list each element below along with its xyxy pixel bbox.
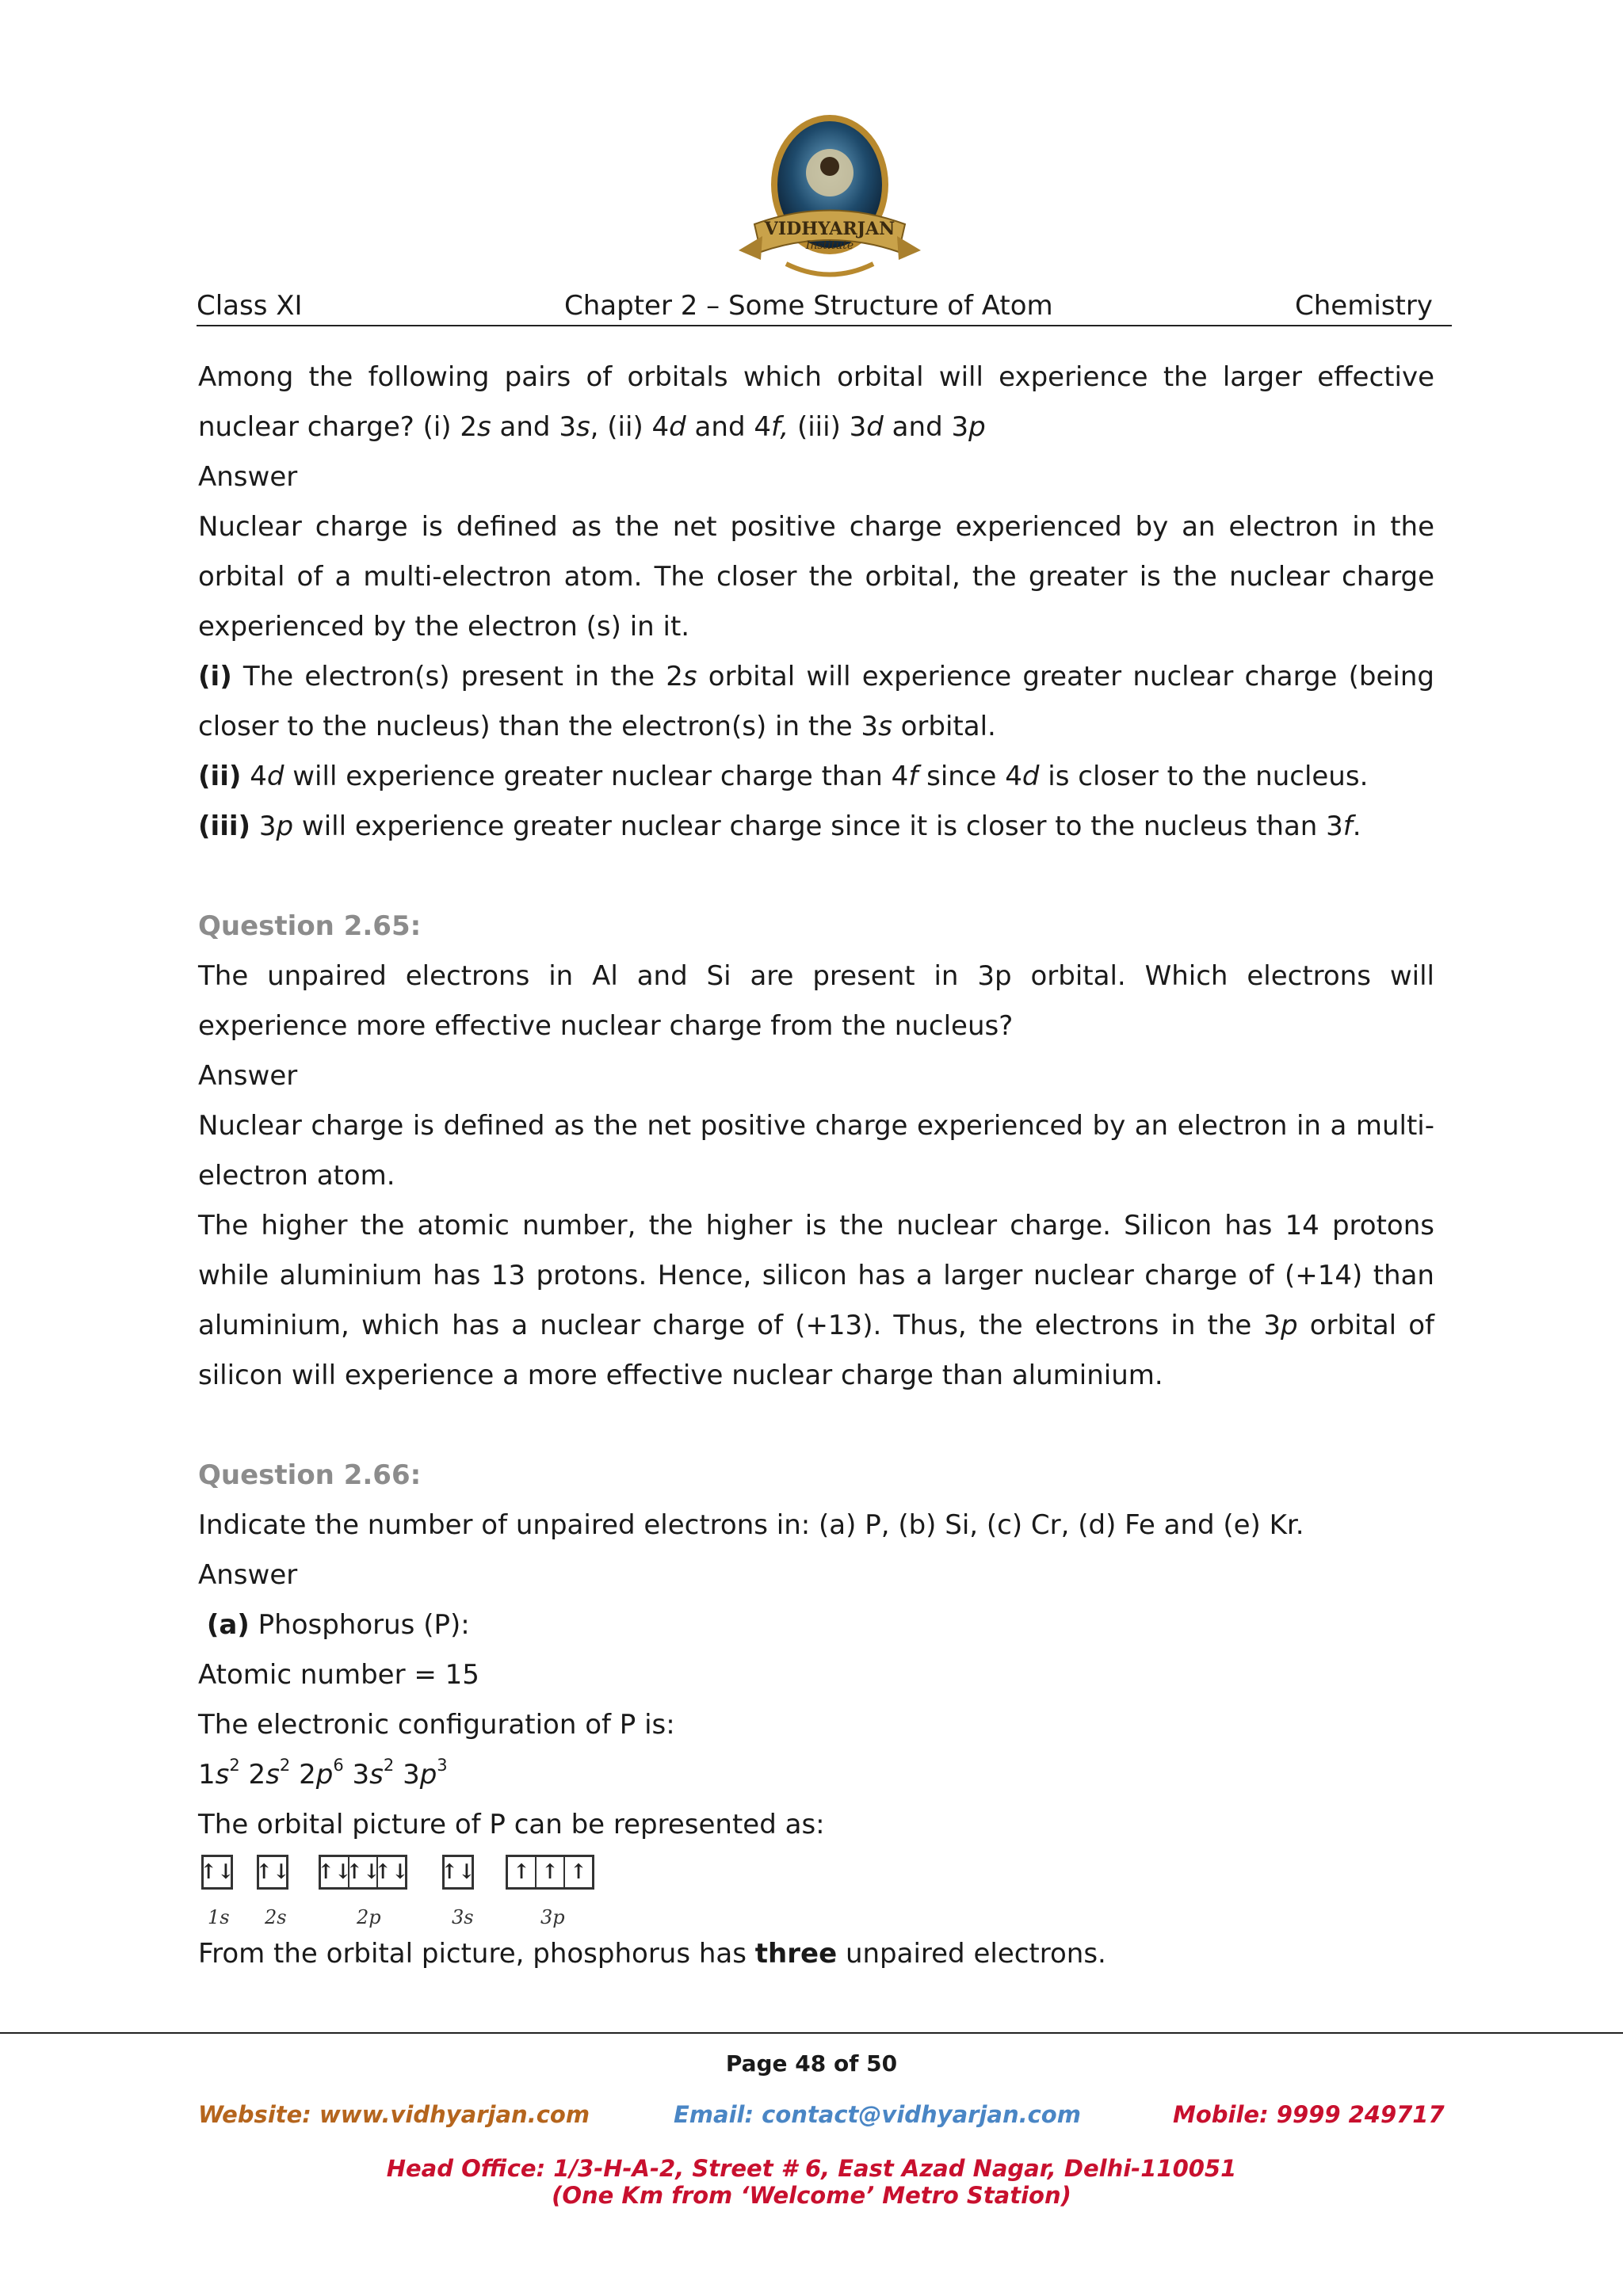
question-text-cont: nuclear charge? (i) 2s and 3s, (ii) 4d and 4f, (iii) 3d and 3p bbox=[198, 411, 986, 443]
orbital-box-3p: ↑ ↑ ↑ bbox=[506, 1855, 594, 1890]
answer-label: Answer bbox=[198, 1060, 298, 1092]
page-number: Page 48 of 50 bbox=[725, 2050, 898, 2077]
electron-configuration: $1s^2$ $2s^2$ $2p^6$ $3s^2$ $3p^3$ bbox=[198, 1755, 448, 1791]
question-text-2-66: Indicate the number of unpaired electrons in: (a) P, (b) Si, (c) Cr, (d) Fe and (e) Kr. bbox=[198, 1509, 1304, 1541]
orbital-label-1s: 1s bbox=[208, 1906, 230, 1928]
atomic-number: Atomic number = 15 bbox=[198, 1659, 479, 1691]
answer-point-ii: (ii) 4d will experience greater nuclear charge than 4f since 4d is closer to the nucleus. bbox=[198, 761, 1369, 792]
orbital-label-3s: 3s bbox=[452, 1906, 474, 1928]
svg-text:VIDHYARJAN: VIDHYARJAN bbox=[764, 219, 896, 239]
header-class: Class XI bbox=[197, 290, 303, 322]
answer-paragraph: Nuclear charge is defined as the net positive charge experienced by an electron in the orbital of a multi-electron atom. The closer the orbital, the greater is the nuclear charge experienced by the electron (s) in it. bbox=[198, 511, 1434, 643]
page-content bbox=[198, 353, 1434, 1979]
orbital-intro: The orbital picture of P can be represented as: bbox=[198, 1809, 825, 1840]
footer-divider bbox=[0, 2032, 1623, 2034]
orbital-box-2p: ↑↓ ↑↓ ↑↓ bbox=[319, 1855, 407, 1890]
answer-paragraph: Nuclear charge is defined as the net positive charge experienced by an electron in a multi-electron atom. bbox=[198, 1110, 1434, 1192]
footer-address-note: (One Km from ‘Welcome’ Metro Station) bbox=[552, 2182, 1071, 2209]
question-text: Among the following pairs of orbitals which orbital will experience the larger effective bbox=[198, 361, 1434, 393]
orbital-box-3s: ↑↓ bbox=[442, 1855, 474, 1890]
answer-point-i: (i) The electron(s) present in the 2s orbital will experience greater nuclear charge (being closer to the nucleus) than the electron(s) in the 3s orbital. bbox=[198, 661, 1434, 742]
header-divider bbox=[197, 325, 1452, 326]
answer-label: Answer bbox=[198, 1559, 298, 1591]
footer-website[interactable]: Website: www.vidhyarjan.com bbox=[198, 2101, 590, 2128]
conclusion: From the orbital picture, phosphorus has three unpaired electrons. bbox=[198, 1938, 1106, 1970]
footer-address: Head Office: 1/3-H-A-2, Street # 6, East Azad Nagar, Delhi-110051 bbox=[386, 2155, 1237, 2182]
header-chapter: Chapter 2 – Some Structure of Atom bbox=[564, 290, 1053, 322]
orbital-label-2p: 2p bbox=[357, 1906, 381, 1928]
config-intro: The electronic configuration of P is: bbox=[198, 1709, 675, 1741]
orbital-label-2s: 2s bbox=[265, 1906, 287, 1928]
answer-paragraph: The higher the atomic number, the higher is the nuclear charge. Silicon has 14 protons while aluminium has 13 protons. Hence, silicon has a larger nuclear charge of (+14) than aluminium, which has a nuclear charge of (+13). Thus, the electrons in the 3p orbital of silicon will experience a more effective nuclear charge than aluminium. bbox=[198, 1210, 1434, 1391]
answer-point-iii: (iii) 3p will experience greater nuclear charge since it is closer to the nucleus than 3f. bbox=[198, 810, 1361, 842]
footer-email[interactable]: Email: contact@vidhyarjan.com bbox=[674, 2101, 1081, 2128]
svg-text:Institute: Institute bbox=[805, 239, 854, 252]
orbital-box-2s: ↑↓ bbox=[257, 1855, 288, 1890]
orbital-diagram bbox=[200, 1855, 1434, 1928]
orbital-box-1s: ↑↓ bbox=[201, 1855, 233, 1890]
footer-mobile: Mobile: 9999 249717 bbox=[1173, 2101, 1445, 2128]
part-a-heading: (a) Phosphorus (P): bbox=[206, 1609, 470, 1641]
question-text-2-65: The unpaired electrons in Al and Si are present in 3p orbital. Which electrons will experience more effective nuclear charge from the nucleus? bbox=[198, 960, 1434, 1042]
answer-label: Answer bbox=[198, 461, 298, 493]
question-heading-2-65: Question 2.65: bbox=[198, 910, 422, 942]
orbital-label-3p: 3p bbox=[540, 1906, 565, 1928]
header-subject: Chemistry bbox=[1295, 290, 1433, 322]
question-heading-2-66: Question 2.66: bbox=[198, 1459, 422, 1491]
vidhyarjan-logo bbox=[731, 109, 929, 288]
